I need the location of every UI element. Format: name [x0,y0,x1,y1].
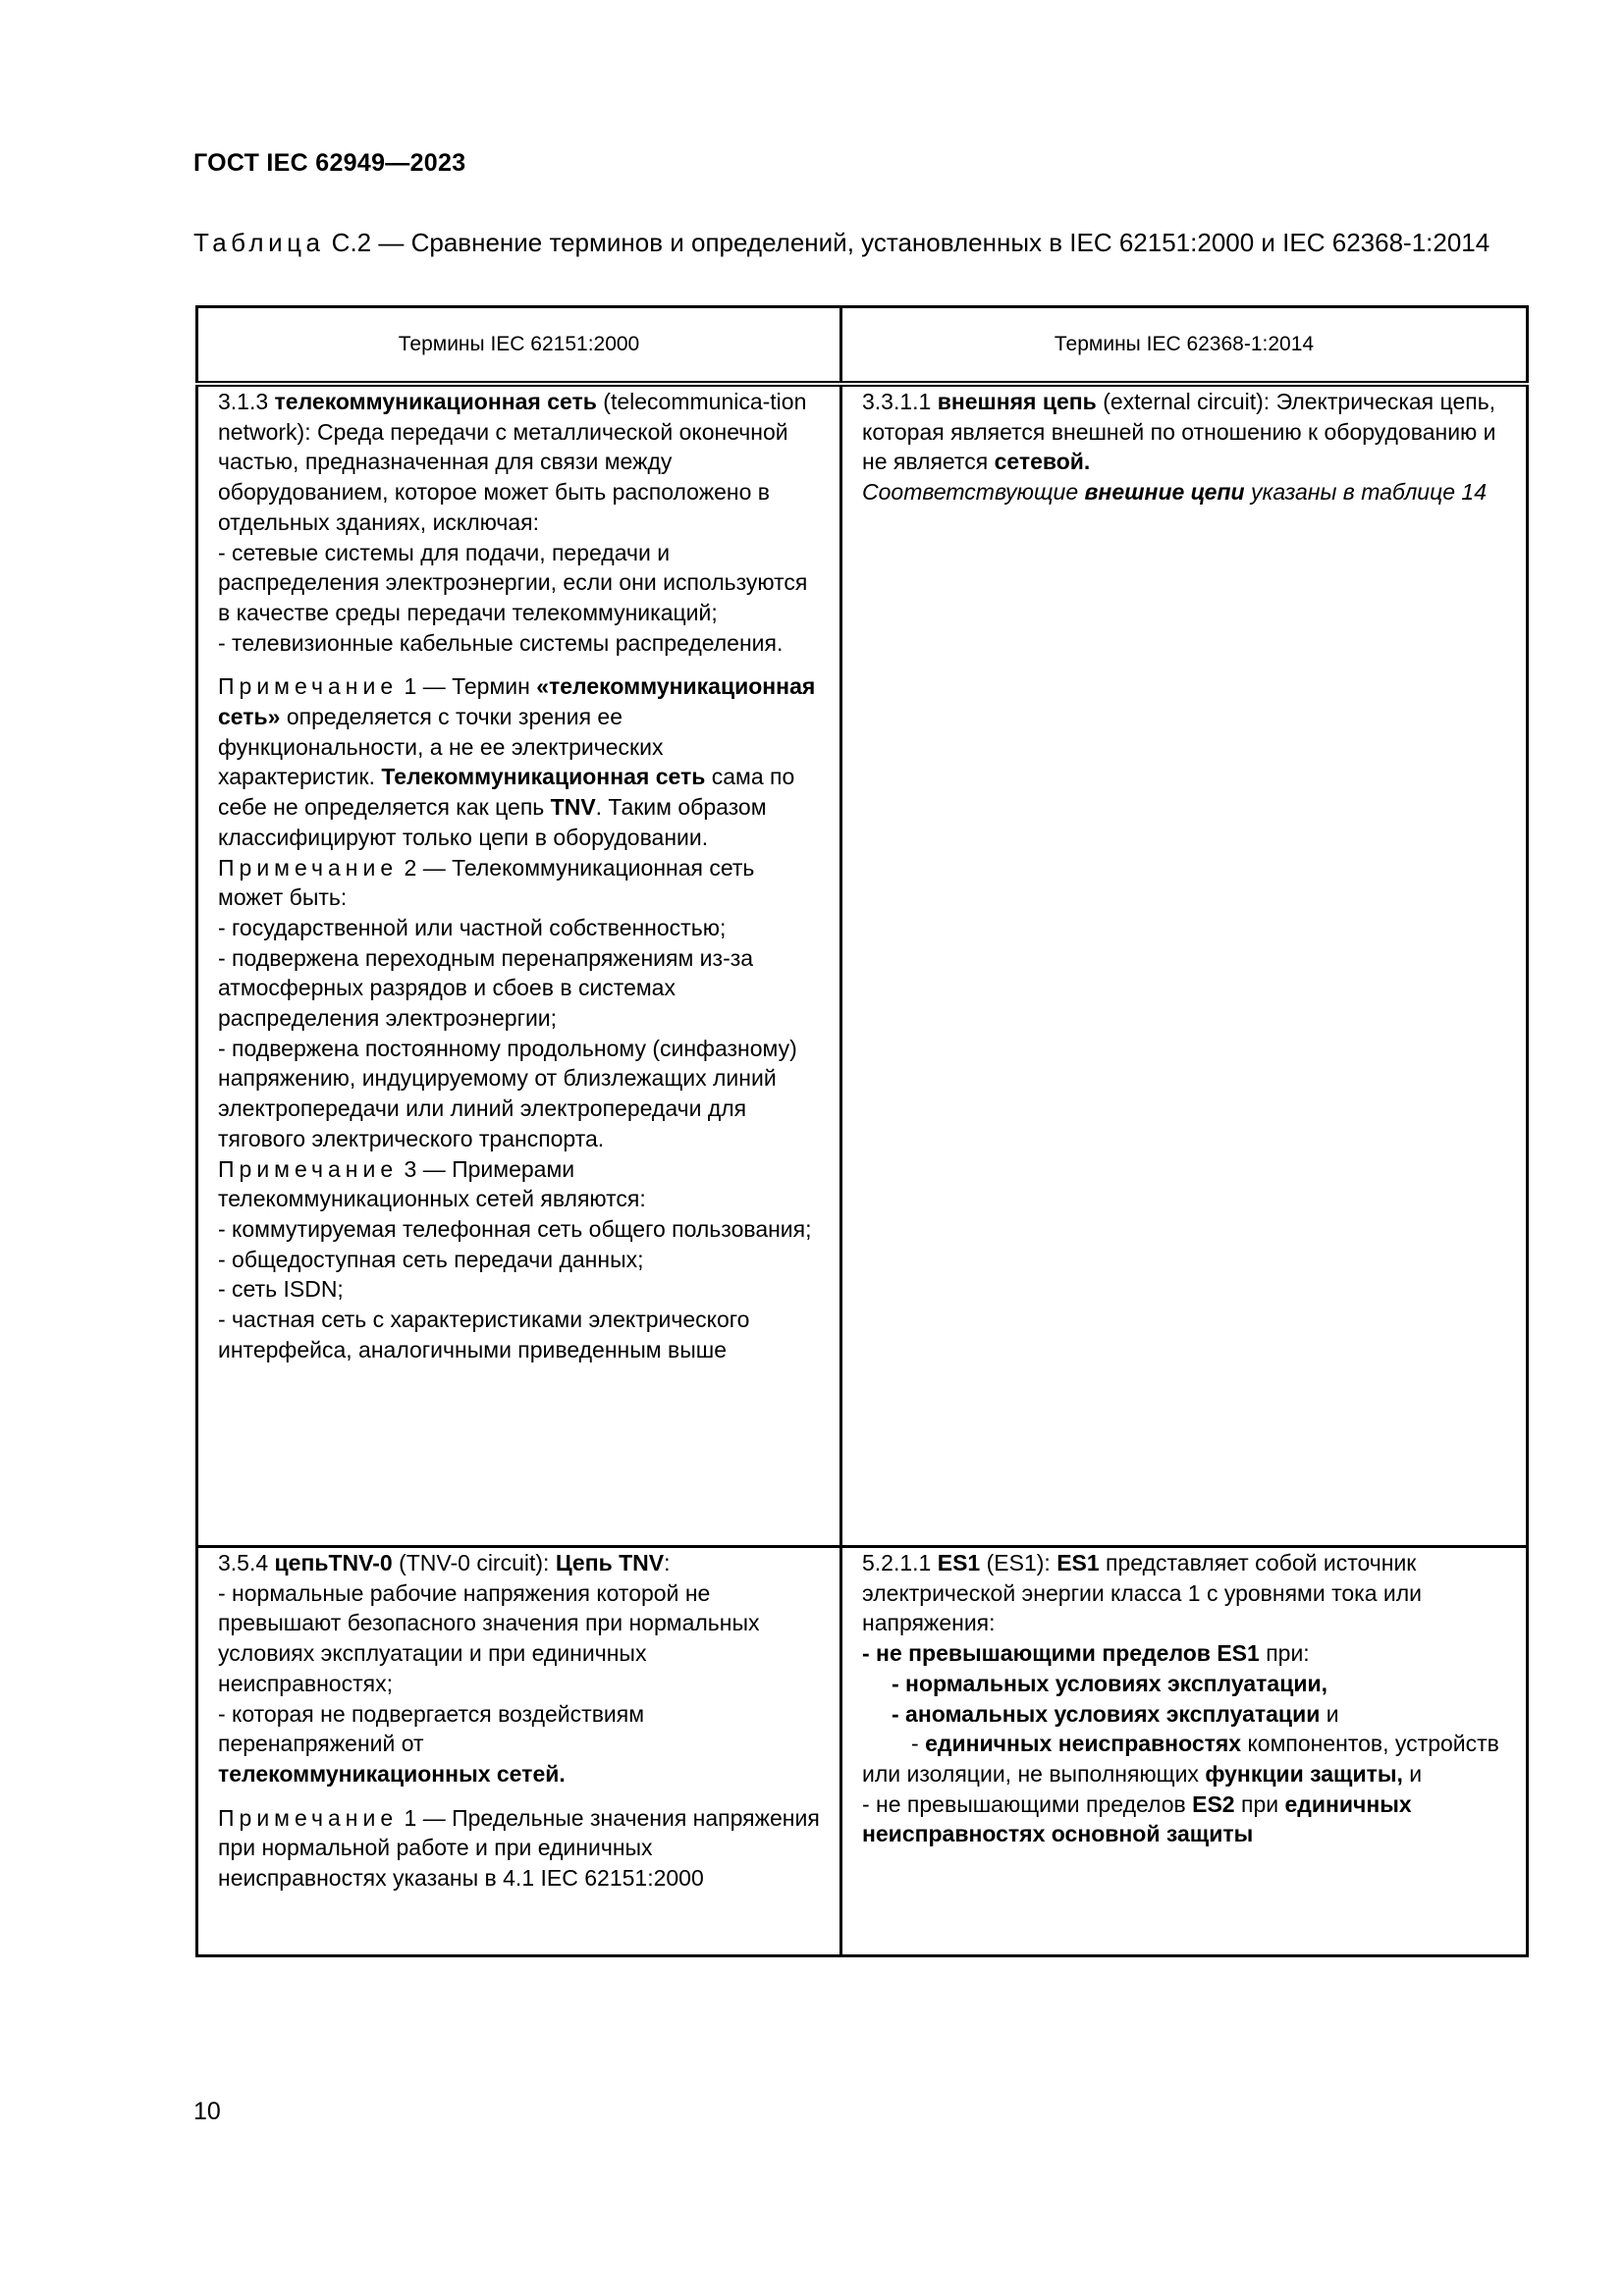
cell-external-circuit [841,384,1528,1547]
list-text: компонентов, устройств или изоляции, не выполняющих [862,1731,1499,1787]
list-text: - не превышающими пределов [862,1790,1193,1817]
clause-number: 3.5.4 [218,1550,275,1575]
table-header-row [197,307,1528,385]
note-term: TNV [550,794,596,821]
list-text: - [911,1731,926,1757]
exclusion-item: - сетевые системы для подачи, передачи и распределения электроэнергии, если они используются в качестве среды передачи телекоммуникаций; [218,539,808,625]
term: Цепь TNV [555,1550,665,1575]
terms-comparison-table [195,305,1529,1957]
list-item-term [218,1759,820,1789]
list-item [862,1729,1506,1789]
cell-es1 [841,1547,1528,1956]
page-number: 10 [193,2098,221,2125]
header-iec-62368: Термины IEC 62368-1:2014 [841,307,1528,385]
definition-text: (ES1): [980,1550,1057,1575]
definition-paragraph [862,387,1506,477]
reference-text: Соответствующие [862,479,1085,506]
caption-label: Таблица [193,228,325,257]
table-row [197,1547,1528,1956]
list-item: - коммутируемая телефонная сеть общего пользования; [218,1215,812,1242]
note-1 [218,1803,820,1894]
list-item: - нормальные рабочие напряжения которой не превышают безопасного значения при нормальных условиях эксплуатации и при единичных неисправностях; [218,1579,760,1696]
note-text: . Таким образом классифицируют только цепи в оборудовании. [218,794,767,850]
list-text: при: [1259,1640,1310,1667]
reference-term: внешние цепи [1084,479,1245,506]
list-text: и [1320,1700,1339,1727]
list-item: - которая не подвергается воздействиям перенапряжений от [218,1700,645,1757]
list-item [862,1699,1506,1730]
note-text: определяется с точки зрения ее функциональности, а не ее электрических характеристик. [218,704,664,790]
list-text: при [1234,1790,1285,1817]
note-3 [218,1154,820,1214]
note-text: 3 — Примерами телекоммуникационных сетей являются: [218,1155,646,1212]
definition-text: : [664,1550,671,1575]
document-header: ГОСТ IEC 62949—2023 [193,149,466,177]
note-label: Примечание [218,673,399,700]
reference-note [862,477,1506,507]
cell-tnv0-circuit [197,1547,841,1956]
term: - не превышающими пределов ES1 [862,1640,1260,1667]
note-label: Примечание [218,854,399,881]
note-text: сама по себе не определяется как цепь [218,764,795,821]
note-term: «телекоммуникационная сеть» [218,673,816,730]
reference-text: указаны в таблице 14 [1244,479,1487,506]
note-text: 2 — Телекоммуникационная сеть может быть: [218,854,755,911]
list-item [862,1669,1506,1699]
term: - нормальных условиях эксплуатации, [892,1670,1327,1696]
term: сетевой. [994,449,1091,475]
list-item: - государственной или частной собственностью; [218,914,727,940]
list-item [862,1638,1506,1669]
term: ES2 [1192,1790,1235,1817]
header-iec-62151: Термины IEC 62151:2000 [197,307,841,385]
table-caption [193,226,1529,259]
note-term: Телекоммуникационная сеть [381,764,706,790]
term: телекоммуникационных сетей. [218,1760,566,1787]
clause-number: 3.1.3 [218,389,275,414]
definition-paragraph [218,387,820,538]
list-text: и [1402,1760,1423,1787]
definition-paragraph [218,1548,820,1578]
table-row [197,384,1528,1547]
list-item: - частная сеть с характеристиками электрического интерфейса, аналогичными приведенным выше [218,1307,750,1362]
term: ES1 [937,1550,981,1575]
list-item: - сеть ISDN; [218,1276,344,1303]
clause-number: 3.3.1.1 [862,389,938,414]
term: функции защиты, [1205,1760,1403,1787]
exclusion-item: - телевизионные кабельные системы распределения. [218,629,784,656]
note-text: 1 — Термин [398,673,537,700]
term: внешняя цепь [937,389,1097,414]
note-label: Примечание [218,1155,399,1182]
list-item: - подвержена постоянному продольному (синфазному) напряжению, индуцируемому от близлежащих линий электропередачи или линий электропередачи для тягового электрического транспорта. [218,1035,797,1151]
term: - аномальных условиях эксплуатации [892,1700,1321,1727]
note-text: 1 — Предельные значения напряжения при нормальной работе и при единичных неисправностях указаны в 4.1 IEC 62151:2000 [218,1804,820,1892]
note-1 [218,671,820,852]
definition-text: (TNV-0 circuit): [392,1550,556,1575]
term: телекоммуникационная сеть [274,389,597,414]
term: ES1 [1056,1550,1100,1575]
note-label: Примечание [218,1804,399,1831]
cell-telecom-network [197,384,841,1547]
definition-paragraph [862,1548,1506,1638]
list-item [862,1789,1506,1849]
definition-text: представляет собой источник электрической энергии класса 1 с уровнями тока или напряжения: [862,1550,1423,1636]
list-item: - подвержена переходным перенапряжениям из-за атмосферных разрядов и сбоев в системах распределения электроэнергии; [218,944,754,1032]
term: единичных неисправностях основной защиты [862,1790,1412,1847]
term: единичных неисправностях [925,1731,1242,1757]
caption-text: С.2 — Сравнение терминов и определений, установленных в IEC 62151:2000 и IEC 62368-1:2014 [324,228,1490,257]
list-item: - общедоступная сеть передачи данных; [218,1246,644,1272]
clause-number: 5.2.1.1 [862,1550,938,1575]
definition-text: (telecommunica-tion network): Среда передачи с металлической оконечной частью, предназначенная для связи между оборудованием, которое может быть расположено в отдельных зданиях, исключая: [218,389,807,535]
note-2 [218,853,820,913]
definition-text: (external circuit): Электрическая цепь, которая является внешней по отношению к оборудованию и не является [862,389,1496,475]
term: цепьTNV-0 [274,1550,393,1575]
